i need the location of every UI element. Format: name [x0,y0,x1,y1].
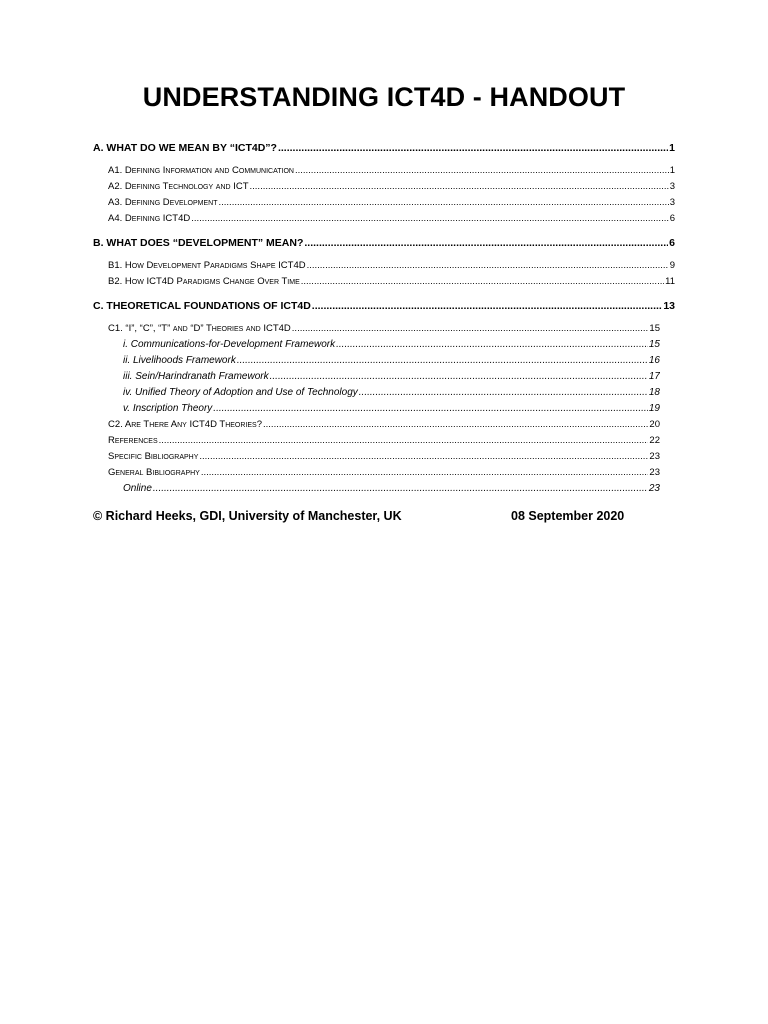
toc-entry-label: A1. Defining Information and Communication [108,165,294,176]
toc-page-number: 3 [669,181,675,192]
toc-entry-section-a[interactable] [93,139,675,157]
toc-page-number: 9 [669,260,675,271]
toc-page-number: 22 [649,435,660,446]
toc-entry-section-c[interactable] [93,297,675,315]
toc-page-number: 6 [669,237,675,249]
toc-entry-a3[interactable] [93,195,675,211]
toc-leader-dots [278,139,668,157]
toc-leader-dots [270,369,648,385]
toc-page-number: 3 [669,197,675,208]
toc-entry-label: C2. Are There Any ICT4D Theories? [108,419,263,430]
toc-leader-dots [159,433,649,449]
toc-entry-b2[interactable] [93,274,675,290]
toc-entry-general-bibliography[interactable] [93,465,660,481]
toc-leader-dots [307,258,669,274]
publication-date: 08 September 2020 [511,509,625,523]
toc-entry-specific-bibliography[interactable] [93,449,660,465]
toc-page-number: 18 [648,387,660,398]
toc-leader-dots [312,297,663,315]
toc-entry-label: A2. Defining Technology and ICT [108,181,249,192]
toc-entry-references[interactable] [93,433,660,449]
toc-section-c-subentries [93,321,660,497]
toc-leader-dots [219,195,669,211]
toc-leader-dots [359,385,648,401]
author-credit: © Richard Heeks, GDI, University of Manchester, UK [93,509,402,523]
toc-page-number: 23 [648,483,660,494]
toc-entry-online[interactable] [93,481,660,497]
toc-leader-dots [304,234,668,252]
toc-page-number: 19 [648,403,660,414]
toc-entry-a4[interactable] [93,211,675,227]
toc-page-number: 1 [669,165,675,176]
toc-entry-label: Specific Bibliography [108,451,199,462]
toc-entry-label: B2. How ICT4D Paradigms Change Over Time [108,276,300,287]
toc-entry-label: A3. Defining Development [108,197,218,208]
toc-entry-label: iv. Unified Theory of Adoption and Use of Technology [123,387,358,398]
toc-entry-label: C. THEORETICAL FOUNDATIONS OF ICT4D [93,300,311,312]
toc-entry-label: References [108,435,158,446]
toc-page-number: 11 [665,276,675,287]
toc-page-number: 1 [669,142,675,154]
toc-entry-c1-i[interactable] [93,337,660,353]
toc-leader-dots [153,481,648,497]
toc-page-number: 23 [649,451,660,462]
toc-page-number: 23 [649,467,660,478]
table-of-contents [93,139,675,497]
toc-leader-dots [250,179,669,195]
toc-leader-dots [301,274,664,290]
toc-entry-label: B. WHAT DOES “DEVELOPMENT” MEAN? [93,237,304,249]
toc-entry-label: A. WHAT DO WE MEAN BY “ICT4D”? [93,142,277,154]
toc-entry-label: General Bibliography [108,467,200,478]
toc-entry-a2[interactable] [93,179,675,195]
toc-leader-dots [199,449,648,465]
toc-entry-label: i. Communications-for-Development Framework [123,339,336,350]
toc-entry-c1[interactable] [93,321,660,337]
toc-leader-dots [191,211,668,227]
toc-entry-label: v. Inscription Theory [123,403,213,414]
toc-entry-b1[interactable] [93,258,675,274]
toc-entry-label: Online [123,483,152,494]
toc-entry-c1-iii[interactable] [93,369,660,385]
toc-leader-dots [237,353,648,369]
document-title: UNDERSTANDING ICT4D - HANDOUT [142,82,626,112]
toc-entry-label: ii. Livelihoods Framework [123,355,236,366]
toc-page-number: 13 [663,300,675,312]
toc-page-number: 20 [649,419,660,430]
toc-entry-c1-v[interactable] [93,401,660,417]
toc-page-number: 15 [648,339,660,350]
toc-leader-dots [336,337,648,353]
toc-entry-c1-ii[interactable] [93,353,660,369]
toc-page-number: 15 [649,323,660,334]
toc-entry-a1[interactable] [93,163,675,179]
toc-entry-label: A4. Defining ICT4D [108,213,191,224]
toc-leader-dots [201,465,649,481]
toc-entry-c2[interactable] [93,417,660,433]
toc-leader-dots [263,417,648,433]
toc-entry-c1-iv[interactable] [93,385,660,401]
toc-page-number: 17 [648,371,660,382]
toc-entry-label: C1. “I”, “C”, “T” and “D” Theories and ICT4D [108,323,291,334]
toc-entry-label: iii. Sein/Harindranath Framework [123,371,269,382]
toc-page-number: 6 [669,213,675,224]
toc-leader-dots [295,163,669,179]
toc-entry-section-b[interactable] [93,234,675,252]
toc-page-number: 16 [648,355,660,366]
toc-leader-dots [213,401,648,417]
toc-entry-label: B1. How Development Paradigms Shape ICT4D [108,260,306,271]
toc-leader-dots [292,321,649,337]
